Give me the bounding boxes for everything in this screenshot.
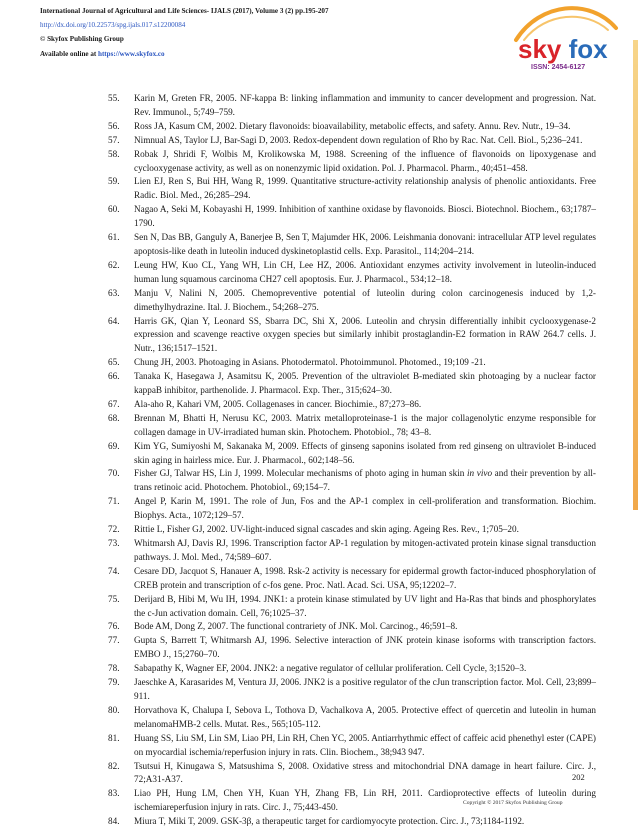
logo-text: sky fox [518,34,608,64]
reference-item [108,760,596,788]
reference-number: 60. [108,204,120,215]
reference-item [108,259,596,287]
reference-number: 57. [108,134,120,145]
reference-item [108,537,596,565]
reference-number: 74. [108,565,120,576]
reference-item [108,676,596,704]
reference-text: Tanaka K, Hasegawa J, Asamitsu K, 2005. Prevention of the ultraviolet B-mediated skin photoaging by a nuclear factor kappaB inhibitor, parthenolide. J. Pharmacol. Exp. Ther., 315;624–30. [134,371,596,396]
available-online [40,47,460,61]
reference-text: Sen N, Das BB, Ganguly A, Banerjee B, Sen T, Majumder HK, 2006. Leishmania donovani: intracellular ATP level regulates apoptosis-like death in luteolin induced dyskinetoplastid cells. Exp. Parasitol., 114;204–214. [134,232,596,256]
reference-item [108,231,596,259]
reference-text: Harris GK, Qian Y, Leonard SS, Sbarra DC, Shi X, 2006. Luteolin and chrysin differentially inhibit cyclooxygenase-2 expression and scavenge reactive oxygen species but similarly inhibit prostaglandin-E2 formation in RAW 264.7 cells. J. Nutr., 136;1517–1521. [134,315,596,354]
reference-number: 68. [108,412,120,423]
reference-text: Robak J, Shridi F, Wolbis M, Krolikowska M, 1988. Screening of the influence of flavonoids on lipoxygenase and cyclooxygenase activity, as well as on nonenzymic lipid oxidation. Pol. J. Pharmacol. Pharm., 40;451–458. [134,148,596,173]
reference-number: 82. [108,760,120,771]
reference-item [108,440,596,468]
decorative-side-bar [633,40,638,510]
reference-item [108,134,596,148]
doi-link[interactable]: http://dx.doi.org/10.22573/spg.ijals.017.s12200084 [40,21,186,30]
reference-number: 77. [108,635,120,646]
reference-text: Bode AM, Dong Z, 2007. The functional contrariety of JNK. Mol. Carcinog., 46;591–8. [134,621,458,632]
reference-item [108,356,596,370]
page-number: 202 [572,772,585,782]
reference-item [108,467,596,495]
skyfox-logo [510,0,622,86]
reference-number: 56. [108,120,120,131]
website-link[interactable]: https://www.skyfox.co [98,49,165,58]
reference-text: Karin M, Greten FR, 2005. NF-kappa B: linking inflammation and immunity to cancer development and progression. Nat. Rev. Immunol., 5;749–759. [134,93,596,117]
reference-text: Angel P, Karin M, 1991. The role of Jun, Fos and the AP-1 complex in cell-proliferation and transformation. Biochim. Biophys. Acta., 1072;129–57. [134,496,596,521]
reference-text: Miura T, Miki T, 2009. GSK-3β, a therapeutic target for cardiomyocyte protection. Circ. J., 73;1184-1192. [134,816,525,827]
reference-text: Whitmarsh AJ, Davis RJ, 1996. Transcription factor AP-1 regulation by mitogen-activated protein kinase signal transduction pathways. J. Mol. Med., 74;589–607. [134,538,596,562]
reference-item [108,315,596,357]
reference-item [108,203,596,231]
reference-number: 70. [108,468,120,479]
reference-number: 59. [108,176,120,187]
reference-number: 78. [108,663,120,674]
reference-number: 62. [108,259,120,270]
reference-text: Tsutsui H, Kinugawa S, Matsushima S, 2008. Oxidative stress and mitochondrial DNA damage in heart failure. Circ. J., 72;A31-A37. [134,760,596,785]
reference-text: Ala-aho R, Kahari VM, 2005. Collagenases in cancer. Biochimie., 87;273–86. [134,398,422,409]
reference-text-part: and their prevention by all-trans retinoic acid. Photochem. Photobiol., 69;154–7. [134,468,596,493]
reference-text-part: Fisher GJ, Talwar HS, Lin J, 1999. Molecular mechanisms of photo aging in human skin [134,468,467,479]
reference-item [108,704,596,732]
reference-item [108,370,596,398]
reference-number: 84. [108,816,120,827]
reference-text: Nagao A, Seki M, Kobayashi H, 1999. Inhibition of xanthine oxidase by flavonoids. Biosci. Biotechnol. Biochem., 63;1787–1790. [134,204,596,229]
reference-text: Jaeschke A, Karasarides M, Ventura JJ, 2006. JNK2 is a positive regulator of the cJun transcription factor. Mol. Cell, 23;899–911. [134,677,596,701]
reference-text: Nimnual AS, Taylor LJ, Bar-Sagi D, 2003. Redox-dependent down regulation of Rho by Rac. Nat. Cell. Biol., 5;236–241. [134,134,583,145]
reference-item [108,287,596,315]
reference-item [108,634,596,662]
reference-item [108,523,596,537]
reference-text: Derijard B, Hibi M, Wu IH, 1994. JNK1: a protein kinase stimulated by UV light and Ha-Ras that binds and phosphorylates the c-Jun activation domain. Cell, 76;1025–37. [134,593,596,618]
issn-label: ISSN: 2454-6127 [531,64,586,71]
journal-citation: International Journal of Agricultural and Life Sciences- IJALS (2017), Volume 3 (2) pp.195-207 [40,7,329,15]
reference-text: Ross JA, Kasum CM, 2002. Dietary flavonoids: bioavailability, metabolic effects, and safety. Annu. Rev. Nutr., 19–34. [134,120,571,131]
reference-text: Manju V, Nalini N, 2005. Chemopreventive potential of luteolin during colon carcinogenesis induced by 1,2-dimethylhydrazine. Ital. J. Biochem., 54;268–275. [134,287,596,312]
reference-number: 73. [108,538,120,548]
reference-number: 58. [108,148,120,159]
reference-number: 71. [108,496,120,507]
reference-list [108,92,596,829]
reference-text: Leung HW, Kuo CL, Yang WH, Lin CH, Lee HZ, 2006. Antioxidant enzymes activity involvement in luteolin-induced human lung squamous carcinoma CH27 cell apoptosis. Eur. J. Pharmacol., 534;12–18. [134,259,596,284]
reference-number: 81. [108,732,120,743]
reference-text: Huang SS, Liu SM, Lin SM, Liao PH, Lin RH, Chen YC, 2005. Antiarrhythmic effect of caffeic acid phenethyl ester (CAPE) on myocardial ischemia/reperfusion injury in rats. Clin. Biochem., 38;943 947. [134,732,596,757]
reference-number: 80. [108,704,120,715]
reference-item [108,92,596,120]
reference-item [108,148,596,176]
reference-number: 63. [108,287,120,298]
reference-text: Cesare DD, Jacquot S, Hanauer A, 1998. Rsk-2 activity is necessary for epidermal growth factor-induced phosphorylation of CREB protein and transcription of c-fos gene. Proc. Natl. Acad. Sci. USA, 95;12202–7. [134,565,596,590]
reference-text: Chung JH, 2003. Photoaging in Asians. Photodermatol. Photoimmunol. Photomed., 19;109 -21. [134,357,486,368]
reference-item [108,495,596,523]
reference-text: Sabapathy K, Wagner EF, 2004. JNK2: a negative regulator of cellular proliferation. Cell Cycle, 3;1520–3. [134,663,527,674]
reference-text: Lien EJ, Ren S, Bui HH, Wang R, 1999. Quantitative structure-activity relationship analysis of phenolic antioxidants. Free Radic. Biol. Med., 26;285–294. [134,176,596,201]
reference-item [108,662,596,676]
reference-number: 69. [108,440,120,451]
reference-number: 79. [108,677,120,688]
reference-number: 65. [108,357,120,368]
reference-text: Brennan M, Bhatti H, Nerusu KC, 2003. Matrix metalloproteinase-1 is the major collagenolytic enzyme responsible for collagen damage in UV-irradiated human skin. Photochem. Photobiol., 78; 43–8. [134,412,596,437]
available-label: Available online at [40,49,98,58]
reference-number: 66. [108,371,120,382]
reference-text: Horvathova K, Chalupa I, Sebova L, Tothova D, Vachalkova A, 2005. Protective effect of quercetin and luteolin in human melanomaHMB-2 cells. Mutat. Res., 565;105-112. [134,704,596,729]
reference-item [108,732,596,760]
reference-item [108,815,596,829]
copyright-notice: Copyright © 2017 Skyfox Publishing Group [463,800,563,806]
reference-text: Liao PH, Hung LM, Chen YH, Kuan YH, Zhang FB, Lin RH, 2011. Cardioprotective effects of luteolin during ischemiareperfusion injury in rats. Circ. J., 75;443-450. [134,788,596,813]
reference-item [108,398,596,412]
reference-italic-term: in vivo [466,468,493,479]
reference-number: 75. [108,593,120,604]
reference-number: 64. [108,315,120,326]
reference-item [108,620,596,634]
reference-item [108,120,596,134]
reference-item [108,412,596,440]
reference-number: 67. [108,398,120,409]
journal-header [40,4,460,61]
reference-text [134,468,596,492]
reference-text: Gupta S, Barrett T, Whitmarsh AJ, 1996. Selective interaction of JNK protein kinase isoforms with transcription factors. EMBO J., 15;2760–70. [134,635,596,660]
reference-item [108,565,596,593]
reference-number: 76. [108,621,120,632]
reference-item [108,175,596,203]
reference-text: Kim YG, Sumiyoshi M, Sakanaka M, 2009. Effects of ginseng saponins isolated from red ginseng on ultraviolet B-induced skin aging in hairless mice. Eur. J. Pharmacol., 602;148–56. [134,440,596,465]
reference-number: 72. [108,524,120,535]
reference-number: 83. [108,788,120,799]
reference-item [108,593,596,621]
reference-number: 61. [108,232,120,243]
publisher-name: © Skyfox Publishing Group [40,35,124,44]
reference-text: Rittie L, Fisher GJ, 2002. UV-light-induced signal cascades and skin aging. Ageing Res. Rev., 1;705–20. [134,524,519,535]
reference-number: 55. [108,93,120,103]
